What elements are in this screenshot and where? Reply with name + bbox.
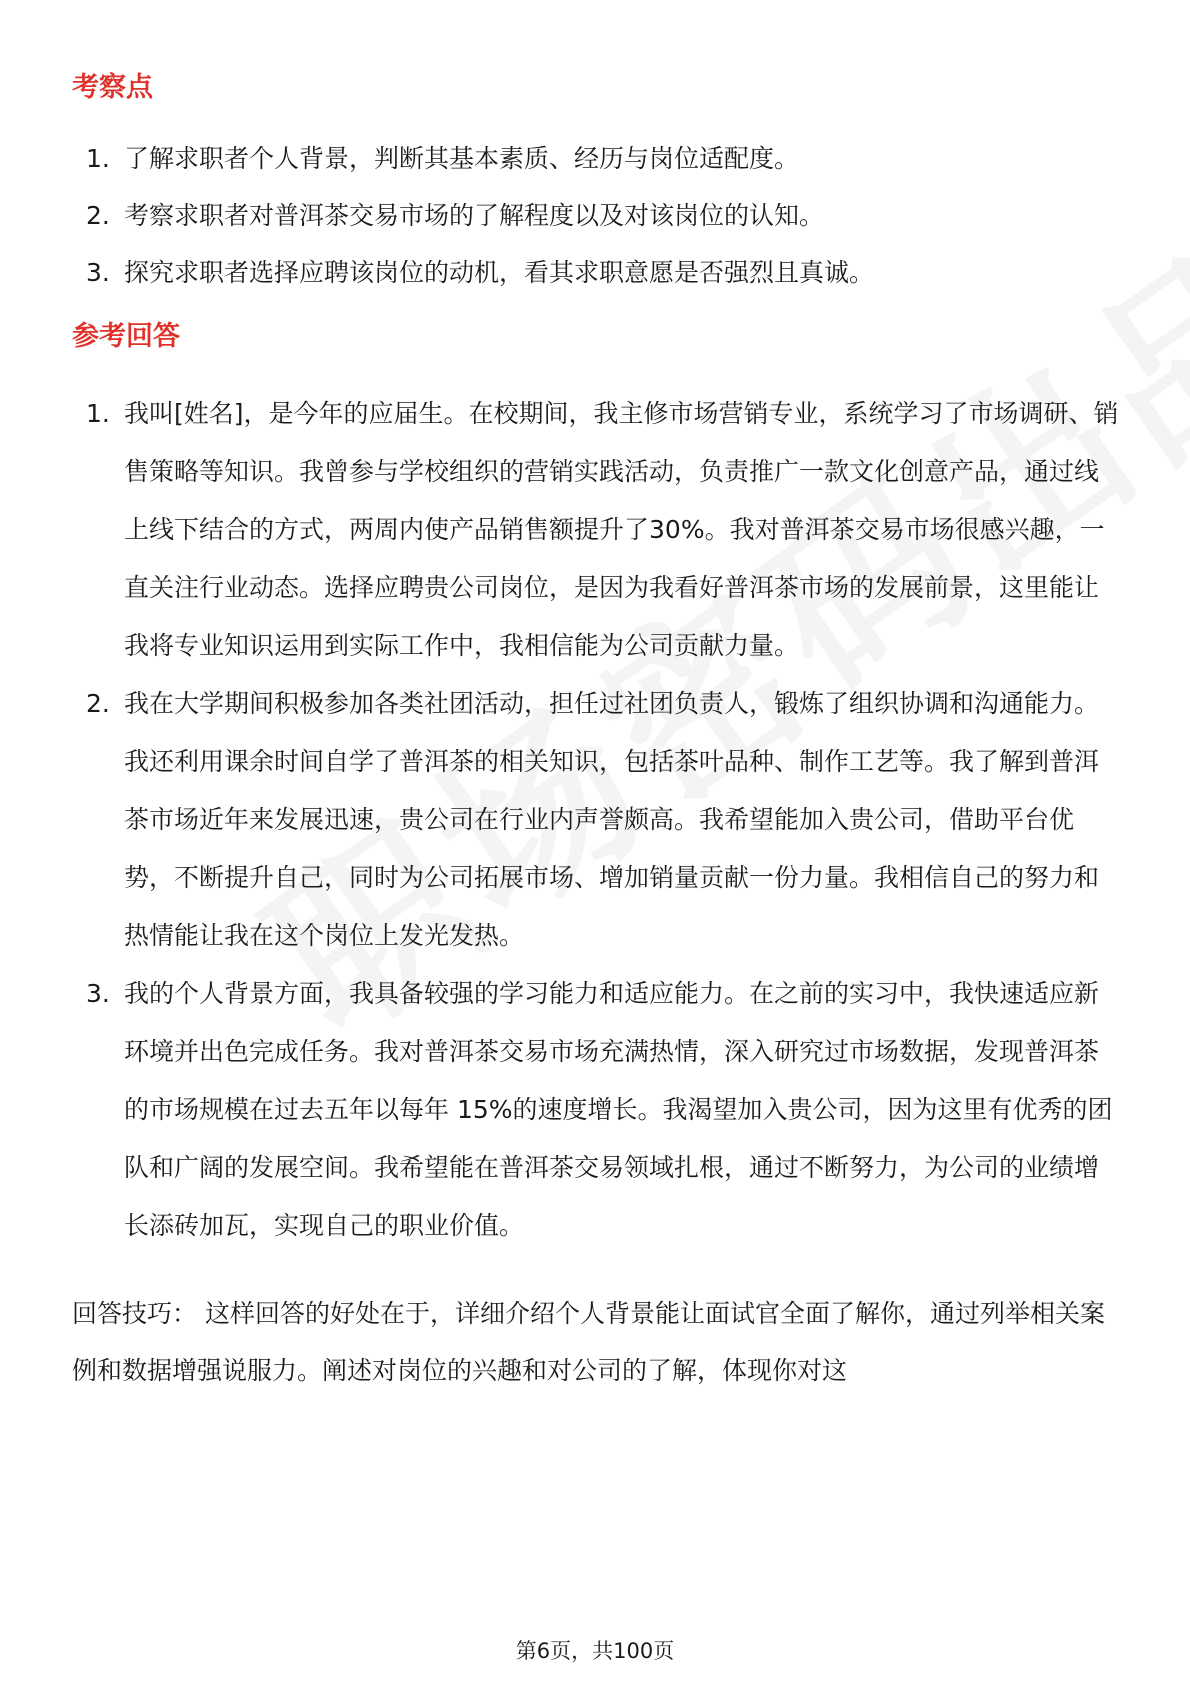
list-number: 3. <box>86 979 110 1008</box>
list-text: 探究求职者选择应聘该岗位的动机，看其求职意愿是否强烈且真诚。 <box>124 258 875 287</box>
list-number: 2. <box>86 201 110 230</box>
list-text: 我在大学期间积极参加各类社团活动，担任过社团负责人，锻炼了组织协调和沟通能力。我还利用课余时间自学了普洱茶的相关知识，包括茶叶品种、制作工艺等。我了解到普洱茶市场近年来发展迅速，贵公司在行业内声誉颇高。我希望能加入贵公司，借助平台优势，不断提升自己，同时为公司拓展市场、增加销量贡献一份力量。我相信自己的努力和热情能让我在这个岗位上发光发热。 <box>124 689 1100 950</box>
list-text: 考察求职者对普洱茶交易市场的了解程度以及对该岗位的认知。 <box>124 201 825 230</box>
answer-tips-paragraph: 回答技巧： 这样回答的好处在于，详细介绍个人背景能让面试官全面了解你，通过列举相关案例和数据增强说服力。阐述对岗位的兴趣和对公司的了解，体现你对这 <box>72 1299 1105 1385</box>
evaluation-points-list <box>72 130 1122 301</box>
list-text: 了解求职者个人背景，判断其基本素质、经历与岗位适配度。 <box>124 144 800 173</box>
list-item <box>72 965 1122 1255</box>
list-item <box>72 130 1122 187</box>
list-number: 2. <box>86 689 110 718</box>
page-number-footer: 第6页，共100页 <box>515 1639 675 1663</box>
page-content <box>72 70 1122 1424</box>
section-title-reference-answer: 参考回答 <box>72 321 180 352</box>
list-text: 我的个人背景方面，我具备较强的学习能力和适应能力。在之前的实习中，我快速适应新环境并出色完成任务。我对普洱茶交易市场充满热情，深入研究过市场数据，发现普洱茶的市场规模在过去五年以每年 15%的速度增长。我渴望加入贵公司，因为这里有优秀的团队和广阔的发展空间。我希望能在普洱茶交易领域扎根，通过不断努力，为公司的业绩增长添砖加瓦，实现自己的职业价值。 <box>124 979 1113 1240</box>
reference-answers-list <box>72 385 1122 1255</box>
list-item <box>72 385 1122 675</box>
list-item <box>72 244 1122 301</box>
list-number: 1. <box>86 399 110 428</box>
list-item <box>72 187 1122 244</box>
section-title-evaluation-points: 考察点 <box>72 72 153 103</box>
list-item <box>72 675 1122 965</box>
list-text: 我叫[姓名]，是今年的应届生。在校期间，我主修市场营销专业，系统学习了市场调研、销售策略等知识。我曾参与学校组织的营销实践活动，负责推广一款文化创意产品，通过线上线下结合的方式，两周内使产品销售额提升了30%。我对普洱茶交易市场很感兴趣，一直关注行业动态。选择应聘贵公司岗位，是因为我看好普洱茶市场的发展前景，这里能让我将专业知识运用到实际工作中，我相信能为公司贡献力量。 <box>124 399 1119 660</box>
list-number: 1. <box>86 144 110 173</box>
list-number: 3. <box>86 258 110 287</box>
